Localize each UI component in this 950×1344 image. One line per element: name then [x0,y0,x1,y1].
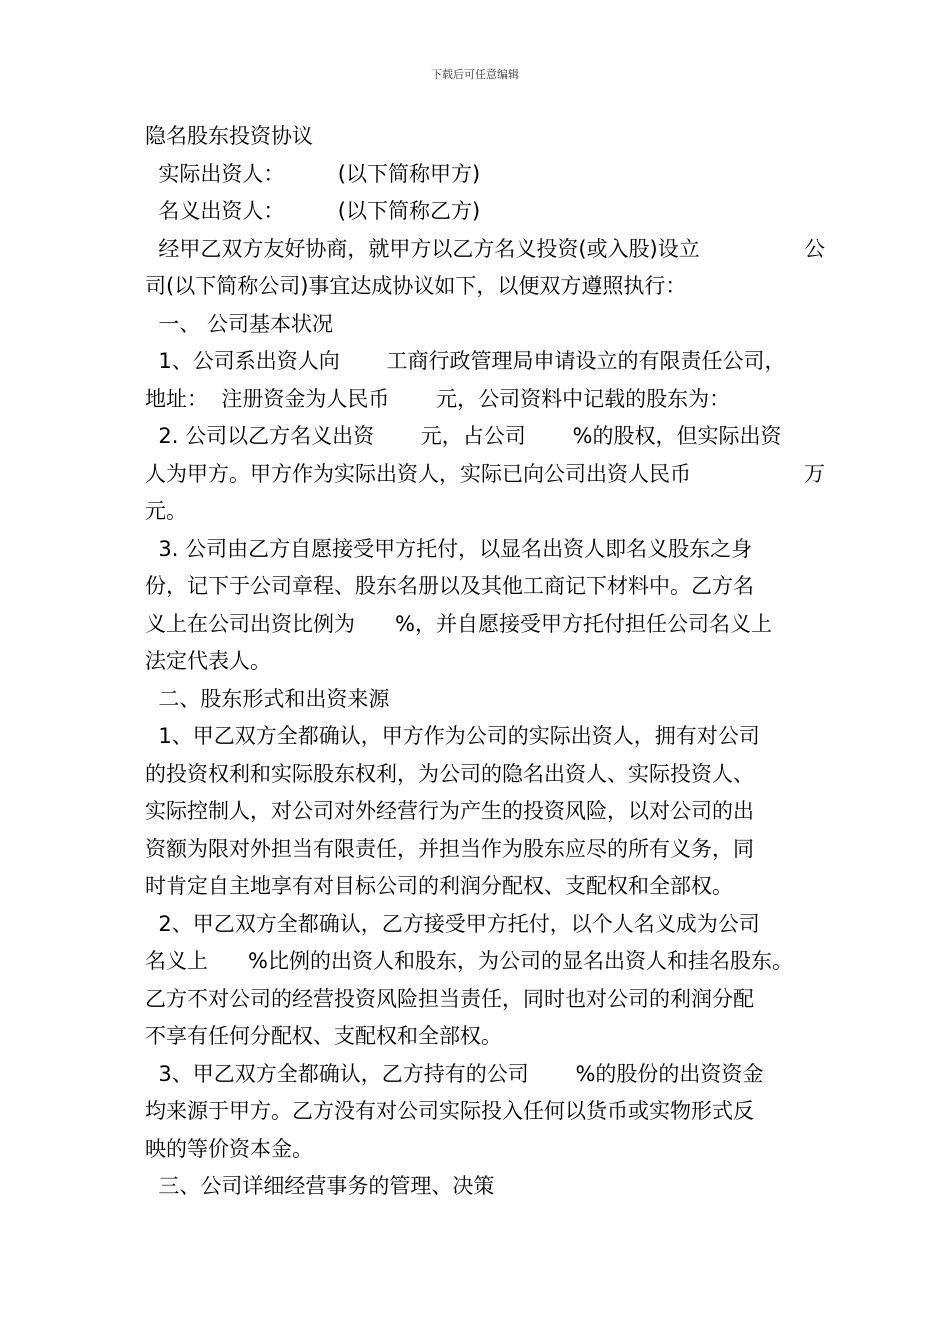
section2-item1-line4: 资额为限对外担当有限责任，并担当作为股东应尽的所有义务，同 [145,836,754,861]
section2-item2-line1: 2、甲乙双方全都确认，乙方接受甲方托付，以个人名义成为公司 [158,911,760,936]
section2-item1-line2: 的投资权利和实际股东权利，为公司的隐名出资人、实际投资人、 [145,761,754,786]
section1-item1-line1: 1、公司系出资人向 工商行政管理局申请设立的有限责任公司， [158,349,786,373]
section1-heading: 一、 公司基本状况 [158,311,334,336]
section2-item2-line3: 乙方不对公司的经营投资风险担当责任，同时也对公司的利润分配 [145,986,754,1011]
section1-item1-line2: 地址： 注册资金为人民币 元，公司资料中记载的股东为： [145,386,731,411]
section2-item1-line1: 1、甲乙双方全都确认，甲方作为公司的实际出资人，拥有对公司 [158,724,760,748]
intro-line-1 [145,231,825,269]
section2-heading: 二、股东形式和出资来源 [158,686,390,711]
section2-item1-line3: 实际控制人，对公司对外经营行为产生的投资风险，以对公司的出 [145,799,754,823]
page-header-note: 下载后可任意编辑 [431,68,519,81]
section1-item2-line2-text: 人为甲方。甲方作为实际出资人，实际已向公司出资人民币 [145,461,691,486]
document-title: 隐名股东投资协议 [145,124,313,148]
party-b-line: 名义出资人： (以下简称乙方) [158,199,481,223]
intro-line-2: 司(以下简称公司)事宜达成协议如下，以便双方遵照执行： [145,274,687,298]
section1-item2-line2 [145,456,825,494]
section1-item3-line3: 义上在公司出资比例为 %，并自愿接受甲方托付担任公司名义上 [145,611,773,636]
intro-line-1-tail: 公 [804,236,825,261]
section2-item3-line3: 映的等价资本金。 [145,1136,313,1161]
section2-item3-line1: 3、甲乙双方全都确认，乙方持有的公司 %的股份的出资资金 [158,1061,764,1086]
section2-item2-line2: 名义上 %比例的出资人和股东，为公司的显名出资人和挂名股东。 [145,949,794,973]
section1-item3-line1: 3. 公司由乙方自愿接受甲方托付，以显名出资人即名义股东之身 [158,536,753,561]
intro-line-1-text: 经甲乙双方友好协商，就甲方以乙方名义投资(或入股)设立 [158,236,700,261]
section2-item2-line4: 不享有任何分配权、支配权和全部权。 [145,1024,502,1048]
section1-item3-line4: 法定代表人。 [145,649,271,673]
section2-item1-line5: 时肯定自主地享有对目标公司的利润分配权、支配权和全部权。 [145,874,733,898]
section1-item3-line2: 份，记下于公司章程、股东名册以及其他工商记下材料中。乙方名 [145,574,754,598]
section3-heading: 三、公司详细经营事务的管理、决策 [158,1174,495,1198]
section1-item2-line1: 2. 公司以乙方名义出资 元，占公司 %的股权，但实际出资 [158,424,782,448]
section2-item3-line2: 均来源于甲方。乙方没有对公司实际投入任何以货币或实物形式反 [145,1099,754,1123]
section1-item2-line3: 元。 [145,499,187,523]
party-a-line: 实际出资人： (以下简称甲方) [158,161,481,186]
section1-item2-line2-tail: 万 [804,461,825,486]
agreement-document [145,118,825,1206]
